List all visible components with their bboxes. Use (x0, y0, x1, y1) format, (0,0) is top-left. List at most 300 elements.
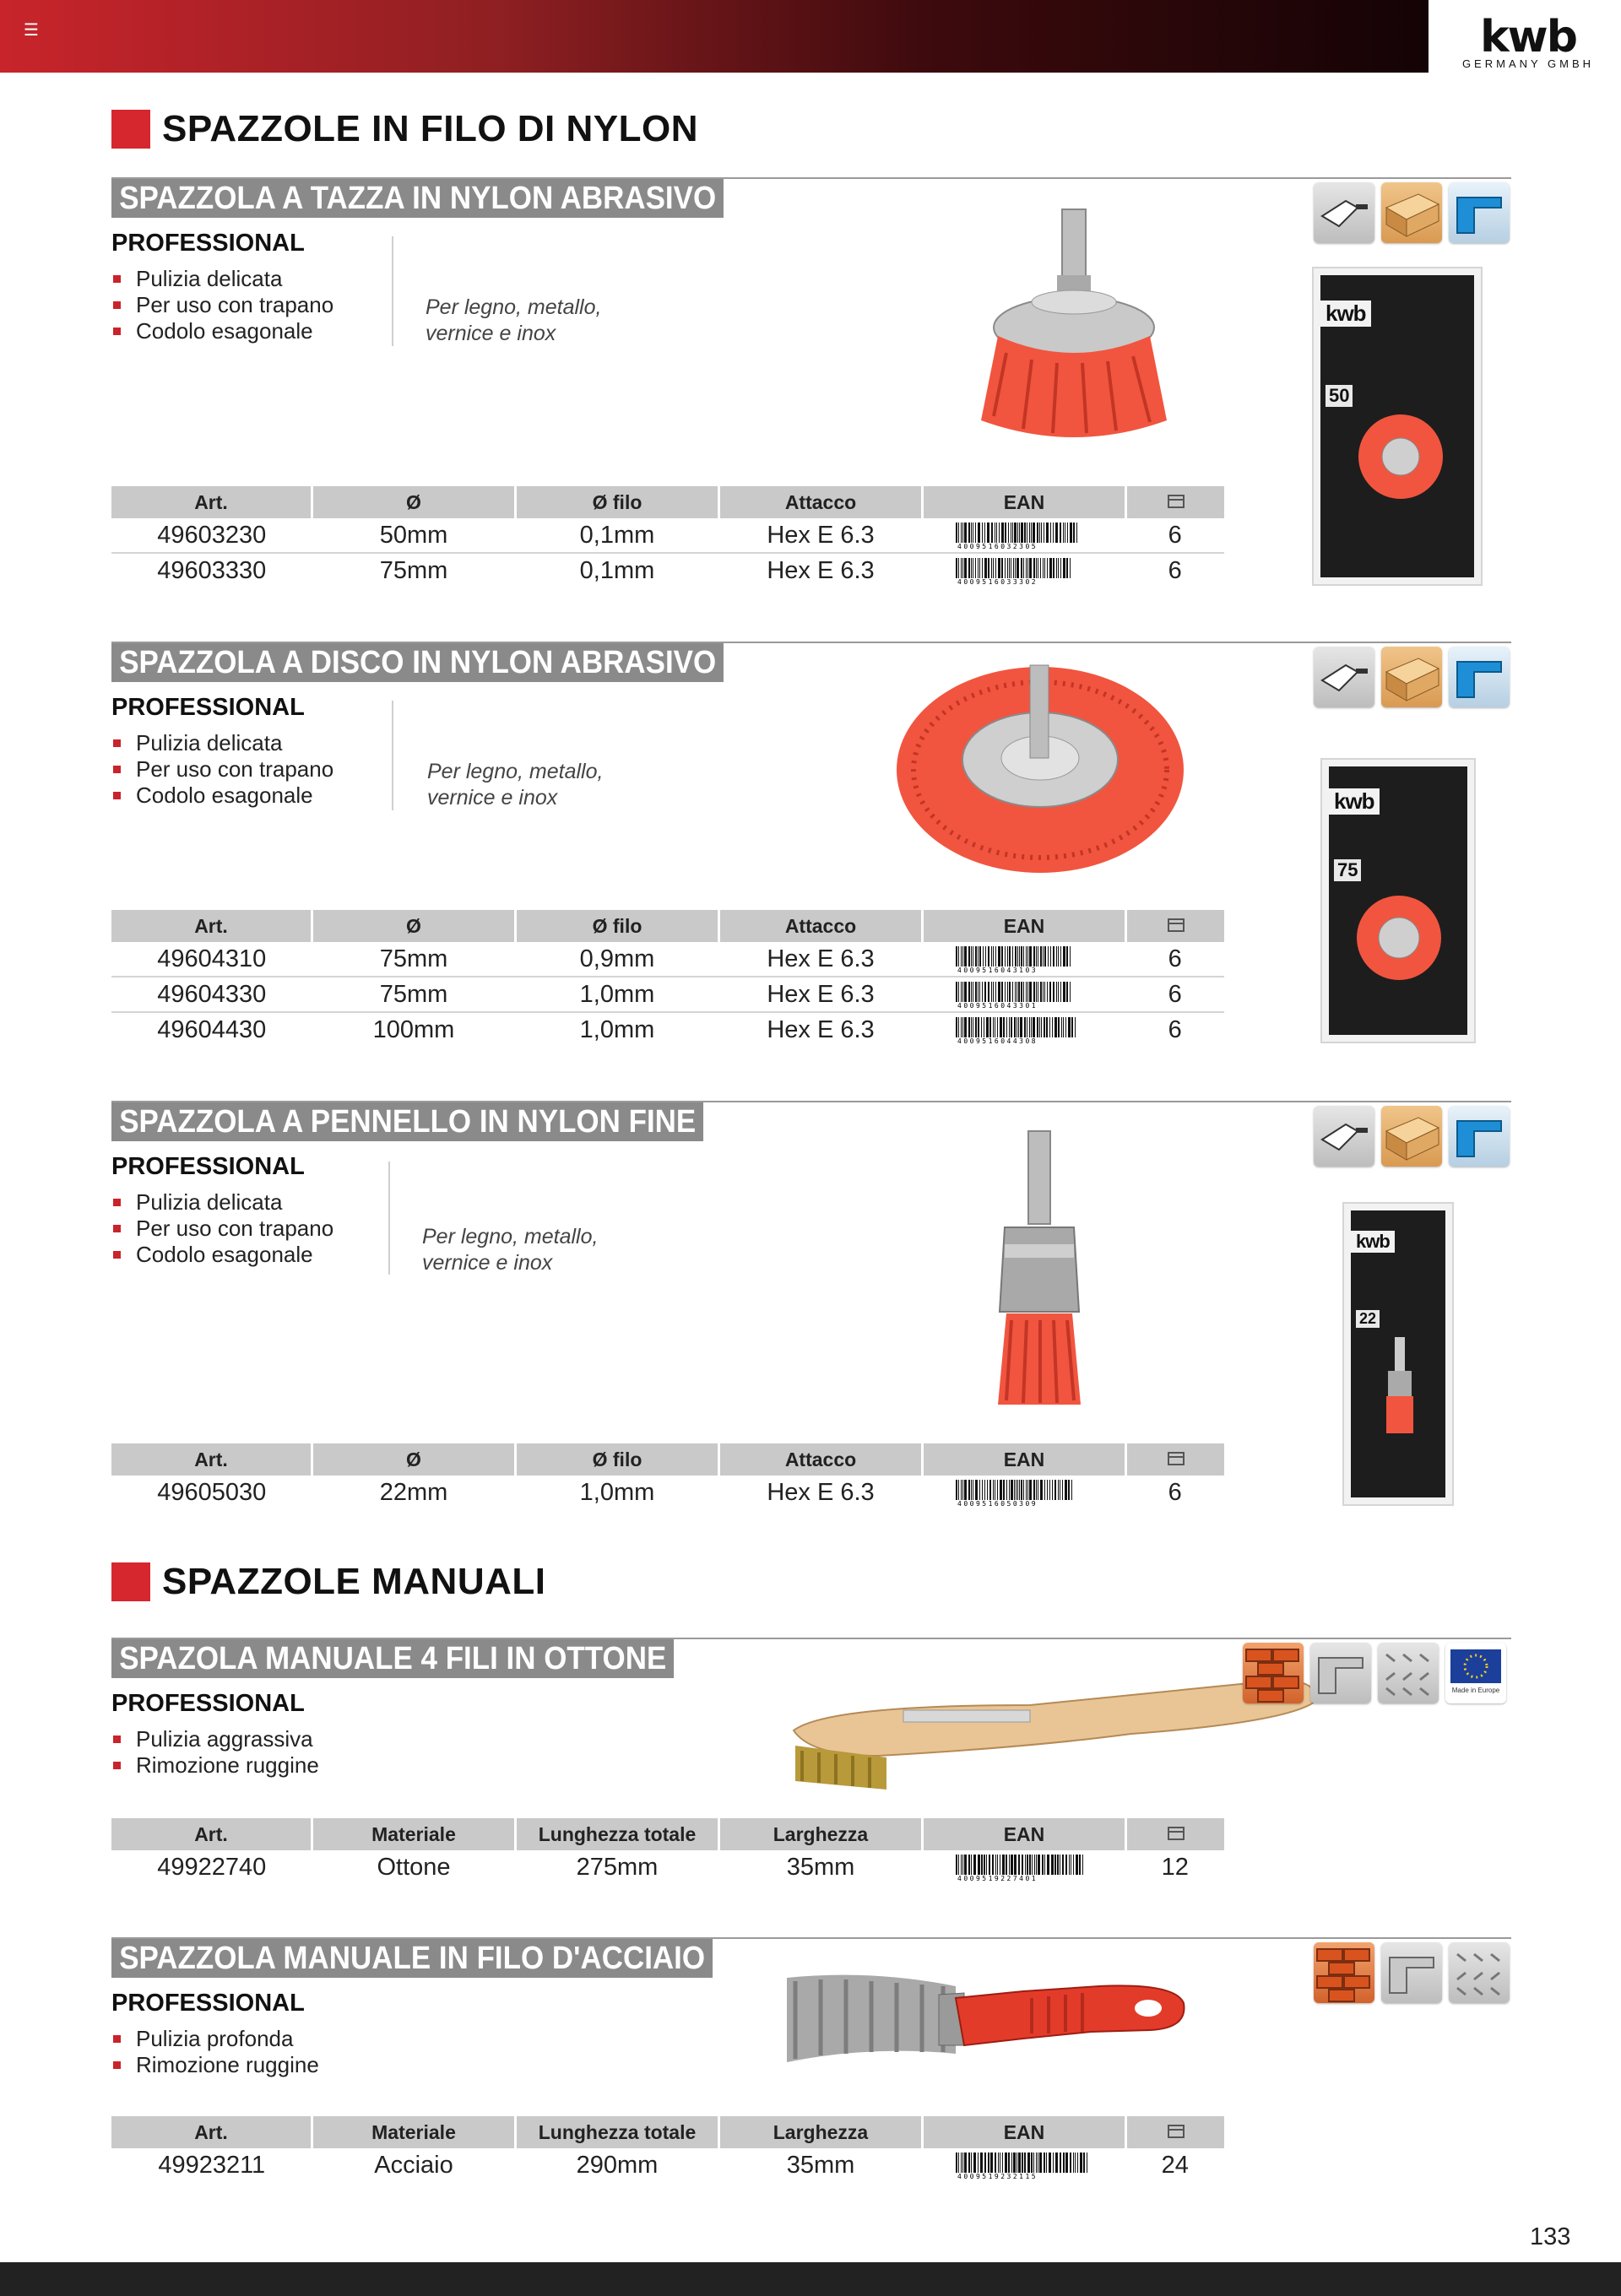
barcode-bar (971, 1480, 972, 1500)
spec-table (111, 910, 1224, 1047)
divider (392, 701, 393, 810)
barcode-bar (1043, 946, 1044, 967)
material-icons (1314, 1942, 1510, 2003)
ean-digits: 4009516043301 (957, 1001, 1038, 1009)
barcode-bar (1014, 1017, 1016, 1037)
col-header: EAN (923, 2116, 1126, 2148)
col-header: Art. (111, 486, 312, 518)
barcode-bar (971, 1855, 972, 1875)
barcode-bar (1049, 982, 1051, 1002)
product-title: SPAZZOLA A TAZZA IN NYLON ABRASIVO (111, 179, 724, 218)
barcode-bar (1005, 2152, 1007, 2173)
ean-digits: 4009516050309 (957, 1499, 1038, 1507)
barcode-bar (986, 1855, 987, 1875)
table-row (111, 1850, 1224, 1884)
product-tier: PROFESSIONAL (111, 694, 305, 721)
barcode-bar (1044, 946, 1046, 967)
barcode-bar (1016, 1480, 1017, 1500)
barcode-bar (979, 982, 980, 1002)
barcode-bar (1021, 982, 1022, 1002)
ean-cell (923, 942, 1126, 977)
barcode-bar (1013, 2152, 1016, 2173)
barcode-bar (978, 982, 979, 1002)
barcode-bar (1024, 1017, 1026, 1037)
table-row (111, 553, 1224, 588)
barcode-bar (1009, 982, 1011, 1002)
barcode-bar (1047, 982, 1048, 1002)
barcode-bar (1005, 523, 1006, 543)
qty-cell: 12 (1161, 1853, 1189, 1881)
spec-cell: Hex E 6.3 (719, 942, 923, 977)
barcode-bar (1049, 558, 1052, 578)
usage-text (422, 1224, 598, 1276)
spec-cell: 1,0mm (579, 1478, 655, 1506)
brick-icon (1243, 1643, 1304, 1703)
barcode-bar (991, 982, 992, 1002)
col-header: Art. (111, 1818, 312, 1850)
col-header: Ø (312, 910, 516, 942)
metal-profile-icon (1310, 1643, 1371, 1703)
barcode-bar (968, 523, 970, 543)
barcode-bar (985, 946, 986, 967)
barcode-bar (1053, 523, 1054, 543)
ean-barcode (954, 1480, 1094, 1507)
barcode-bar (1007, 946, 1008, 967)
barcode-bar (1006, 1855, 1007, 1875)
barcode-bar (968, 1855, 970, 1875)
barcode-bar (1063, 1017, 1064, 1037)
feature-list (111, 730, 333, 809)
spec-header-row (111, 1443, 1224, 1476)
barcode-bar (984, 1480, 985, 1500)
barcode-bar (1007, 558, 1008, 578)
barcode-bar (1006, 1017, 1007, 1037)
product-tier: PROFESSIONAL (111, 1990, 305, 2017)
barcode-bar (1014, 1855, 1017, 1875)
barcode-bar (1019, 946, 1020, 967)
barcode-bar (1063, 558, 1065, 578)
barcode-bar (961, 558, 962, 578)
material-icons (1314, 647, 1510, 707)
barcode-bar (1044, 1855, 1045, 1875)
barcode-bar (964, 1017, 967, 1037)
barcode-bar (1033, 2152, 1034, 2173)
barcode-bar (984, 558, 987, 578)
barcode-bar (982, 558, 983, 578)
made-in-label: Made in Europe (1451, 1687, 1500, 1694)
barcode-bar (988, 2152, 989, 2173)
product-tier: PROFESSIONAL (111, 230, 305, 257)
col-header: Attacco (719, 1443, 923, 1476)
barcode-bar (1040, 946, 1042, 967)
barcode-bar (958, 1017, 959, 1037)
pack-size-label: 22 (1356, 1310, 1380, 1328)
table-row (111, 2148, 1224, 2182)
barcode-bar (1071, 1480, 1072, 1500)
feature-list (111, 1726, 319, 1779)
barcode-bar (1022, 1855, 1023, 1875)
ean-cell (923, 1850, 1126, 1884)
barcode-bar (987, 523, 989, 543)
barcode-bar (956, 523, 957, 543)
barcode-bar (1058, 1480, 1059, 1500)
col-header: Attacco (719, 486, 923, 518)
barcode-bar (1053, 946, 1054, 967)
barcode-bar (1031, 523, 1032, 543)
col-header: EAN (923, 910, 1126, 942)
spec-table (111, 1443, 1224, 1509)
barcode-bar (1008, 2152, 1010, 2173)
barcode-bar (964, 523, 967, 543)
spec-cell: 50mm (312, 518, 516, 553)
col-header: Lunghezza totale (516, 2116, 719, 2148)
barcode-bar (984, 2152, 986, 2173)
table-row (111, 942, 1224, 977)
barcode-bar (995, 558, 996, 578)
product-steel-hand-brush (111, 1937, 1511, 2190)
barcode-bar (1053, 558, 1054, 578)
barcode-bar (1033, 946, 1035, 967)
barcode-bar (1060, 558, 1061, 578)
barcode-bar (978, 523, 980, 543)
barcode-bar (986, 1017, 989, 1037)
barcode-bar (1008, 523, 1009, 543)
barcode-bar (1046, 523, 1049, 543)
barcode-bar (988, 946, 989, 967)
barcode-bar (1005, 558, 1006, 578)
barcode-bar (1055, 523, 1058, 543)
barcode-bar (958, 1855, 959, 1875)
barcode-bar (964, 2152, 967, 2173)
col-header: Attacco (719, 910, 923, 942)
feature-item: Codolo esagonale (111, 318, 333, 344)
carton-icon (1126, 1818, 1225, 1850)
barcode-bar (978, 1855, 980, 1875)
barcode-bar (982, 982, 983, 1002)
usage-text (427, 759, 603, 811)
barcode-bar (964, 1855, 967, 1875)
col-header: EAN (923, 1443, 1126, 1476)
barcode-bar (962, 2152, 963, 2173)
barcode-bar (961, 2152, 962, 2173)
barcode-bar (1018, 1017, 1019, 1037)
art-cell: 49604310 (111, 942, 312, 977)
barcode-bar (964, 946, 967, 967)
barcode-bar (956, 1855, 957, 1875)
art-cell: 49603230 (111, 518, 312, 553)
usage-line: Per legno, metallo, (426, 295, 602, 319)
spec-cell: 75mm (312, 977, 516, 1012)
barcode-bar (998, 946, 1000, 967)
barcode-bar (1009, 1480, 1010, 1500)
checker-plate-icon (1378, 1643, 1439, 1703)
carton-icon (1126, 2116, 1225, 2148)
product-disc-brush (111, 642, 1511, 1064)
barcode-bar (1036, 1855, 1037, 1875)
barcode-bar (1051, 1855, 1054, 1875)
barcode-bar (1018, 2152, 1021, 2173)
spec-cell: 0,1mm (516, 518, 719, 553)
pack-size-label: 75 (1334, 859, 1361, 881)
barcode-bar (1054, 1855, 1056, 1875)
barcode-bar (993, 1480, 994, 1500)
table-row (111, 518, 1224, 553)
spec-cell: 290mm (576, 2151, 659, 2179)
barcode-bar (1041, 523, 1042, 543)
barcode-bar (1033, 1480, 1035, 1500)
barcode-bar (978, 946, 979, 967)
col-header: Ø filo (516, 486, 719, 518)
barcode-bar (1011, 1017, 1012, 1037)
barcode-bar (1011, 1480, 1013, 1500)
barcode-bar (1036, 2152, 1037, 2173)
carton-icon (1126, 1443, 1225, 1476)
barcode-bar (975, 946, 977, 967)
feature-list (111, 266, 333, 344)
barcode-bar (1033, 982, 1035, 1002)
art-cell: 49604430 (157, 1015, 267, 1043)
spec-cell: 22mm (379, 1478, 448, 1506)
product-tier: PROFESSIONAL (111, 1690, 305, 1717)
barcode-bar (1017, 523, 1018, 543)
barcode-bar (1001, 523, 1004, 543)
barcode-bar (1000, 1480, 1002, 1500)
feature-list (111, 2026, 319, 2078)
barcode-bar (1001, 558, 1003, 578)
barcode-bar (1005, 946, 1006, 967)
barcode-bar (1039, 1017, 1040, 1037)
barcode-bar (1043, 982, 1044, 1002)
ean-barcode (954, 523, 1094, 550)
barcode-bar (1054, 1017, 1057, 1037)
usage-text (426, 295, 601, 347)
barcode-bar (1040, 1480, 1043, 1500)
ean-cell (923, 2148, 1126, 2182)
spec-cell: 75mm (312, 942, 516, 977)
product-title: SPAZZOLA A DISCO IN NYLON ABRASIVO (111, 643, 724, 682)
barcode-bar (1026, 1480, 1027, 1500)
metal-profile-icon (1449, 182, 1510, 243)
barcode-bar (1011, 2152, 1012, 2173)
col-header: Ø (312, 1443, 516, 1476)
barcode-bar (991, 558, 992, 578)
barcode-bar (1044, 558, 1045, 578)
product-brass-hand-brush (111, 1638, 1511, 1891)
barcode-bar (990, 2152, 993, 2173)
barcode-bar (1071, 1017, 1073, 1037)
barcode-bar (1065, 1480, 1067, 1500)
barcode-bar (1058, 982, 1059, 1002)
ean-barcode (954, 1017, 1094, 1044)
drill-icon (1314, 1106, 1374, 1167)
spec-cell: 275mm (576, 1853, 659, 1881)
barcode-bar (958, 1480, 959, 1500)
barcode-bar (1066, 946, 1068, 967)
table-row (111, 1476, 1224, 1509)
barcode-bar (956, 1480, 957, 1500)
barcode-bar (1024, 2152, 1026, 2173)
barcode-bar (978, 2152, 979, 2173)
steel-brush-image (770, 1961, 1209, 2088)
barcode-bar (998, 982, 1000, 1002)
art-cell: 49605030 (157, 1478, 267, 1506)
col-header: Larghezza (719, 2116, 923, 2148)
barcode-bar (1031, 2152, 1033, 2173)
barcode-bar (978, 558, 979, 578)
feature-item: Pulizia delicata (111, 266, 333, 292)
ean-digits: 4009519232115 (957, 2172, 1038, 2180)
barcode-bar (1033, 523, 1035, 543)
spec-cell: 35mm (786, 1853, 855, 1881)
barcode-bar (1073, 2152, 1074, 2173)
barcode-bar (962, 1855, 963, 1875)
spec-cell: Acciaio (374, 2151, 453, 2179)
barcode-bar (989, 1480, 991, 1500)
ean-barcode (954, 1855, 1094, 1882)
carton-icon (1126, 486, 1225, 518)
barcode-bar (1063, 946, 1065, 967)
barcode-bar (958, 982, 959, 1002)
barcode-bar (1003, 1017, 1005, 1037)
col-header: EAN (923, 486, 1126, 518)
barcode-bar (962, 1480, 963, 1500)
feature-list (111, 1189, 333, 1268)
barcode-bar (975, 558, 976, 578)
pack-logo: kwb (1329, 788, 1380, 815)
barcode-bar (1070, 946, 1071, 967)
barcode-bar (1007, 982, 1008, 1002)
barcode-bar (1022, 2152, 1023, 2173)
spec-cell: 0,1mm (579, 556, 655, 584)
barcode-bar (1058, 946, 1059, 967)
spec-cell: Hex E 6.3 (719, 977, 923, 1012)
barcode-bar (1015, 946, 1017, 967)
barcode-bar (1014, 1480, 1015, 1500)
barcode-bar (1056, 982, 1057, 1002)
spec-cell: Ottone (377, 1853, 451, 1881)
barcode-bar (1053, 982, 1054, 1002)
barcode-bar (1027, 1855, 1028, 1875)
spec-header-row (111, 910, 1224, 942)
barcode-bar (1070, 523, 1072, 543)
disc-brush-image (838, 658, 1243, 878)
barcode-bar (1036, 946, 1037, 967)
ean-barcode (954, 2152, 1094, 2180)
wood-icon (1381, 1106, 1442, 1167)
barcode-bar (1038, 1855, 1040, 1875)
barcode-bar (1029, 946, 1032, 967)
barcode-bar (1006, 1480, 1007, 1500)
barcode-bar (997, 1855, 998, 1875)
barcode-bar (1060, 2152, 1061, 2173)
barcode-bar (1023, 1480, 1024, 1500)
barcode-bar (1036, 558, 1037, 578)
section-marker (111, 110, 150, 149)
spec-cell: Hex E 6.3 (719, 518, 923, 553)
spec-header-row (111, 1818, 1224, 1850)
barcode-bar (1009, 946, 1011, 967)
barcode-bar (984, 982, 986, 1002)
feature-item: Pulizia delicata (111, 730, 333, 756)
barcode-bar (962, 558, 963, 578)
barcode-bar (993, 946, 994, 967)
barcode-bar (1049, 1017, 1050, 1037)
table-row (111, 1012, 1224, 1047)
ean-digits: 4009516032305 (957, 542, 1038, 550)
art-cell: 49922740 (157, 1853, 267, 1881)
barcode-bar (1044, 982, 1045, 1002)
feature-item: Pulizia profonda (111, 2026, 319, 2052)
barcode-bar (1021, 558, 1022, 578)
barcode-bar (961, 1017, 962, 1037)
brand-logo-word: kwb (1480, 12, 1576, 62)
barcode-bar (971, 982, 972, 1002)
barcode-bar (978, 1017, 979, 1037)
barcode-bar (956, 982, 957, 1002)
barcode-bar (1060, 946, 1061, 967)
barcode-bar (1060, 523, 1061, 543)
barcode-bar (993, 982, 994, 1002)
barcode-bar (958, 2152, 959, 2173)
ean-digits: 4009516033302 (957, 577, 1038, 585)
cup-brush-image (871, 201, 1277, 454)
qty-cell: 6 (1126, 942, 1225, 977)
feature-item: Per uso con trapano (111, 1216, 333, 1242)
pack-logo: kwb (1320, 301, 1371, 327)
barcode-bar (1005, 982, 1006, 1002)
spec-table (111, 2116, 1224, 2182)
ean-cell (923, 1012, 1126, 1047)
barcode-bar (1058, 558, 1059, 578)
barcode-bar (1066, 982, 1068, 1002)
barcode-bar (961, 982, 962, 1002)
barcode-bar (1023, 558, 1024, 578)
packaging-image (1312, 267, 1483, 586)
barcode-bar (1039, 2152, 1042, 2173)
barcode-bar (1042, 1855, 1044, 1875)
barcode-bar (1034, 1855, 1035, 1875)
material-icons (1314, 1106, 1510, 1167)
barcode-bar (968, 2152, 970, 2173)
barcode-bar (1044, 1480, 1045, 1500)
barcode-bar (1014, 523, 1017, 543)
material-icons (1243, 1643, 1506, 1703)
barcode-bar (1036, 982, 1037, 1002)
barcode-bar (1047, 1480, 1048, 1500)
barcode-bar (1070, 982, 1071, 1002)
barcode-bar (1052, 1480, 1053, 1500)
barcode-bar (1065, 1855, 1067, 1875)
barcode-bar (975, 982, 977, 1002)
qty-cell: 6 (1126, 518, 1225, 553)
barcode-bar (1017, 558, 1019, 578)
barcode-bar (1019, 1480, 1020, 1500)
barcode-bar (993, 558, 994, 578)
barcode-bar (1060, 982, 1061, 1002)
barcode-bar (979, 946, 981, 967)
hamburger-icon[interactable]: ☰ (24, 21, 39, 40)
barcode-bar (979, 558, 980, 578)
barcode-bar (964, 982, 967, 1002)
barcode-bar (1077, 2152, 1078, 2173)
barcode-bar (980, 2152, 983, 2173)
barcode-bar (956, 558, 957, 578)
barcode-bar (962, 1017, 963, 1037)
barcode-bar (968, 1017, 970, 1037)
feature-item: Per uso con trapano (111, 756, 333, 782)
divider (392, 236, 393, 346)
barcode-bar (1012, 946, 1013, 967)
